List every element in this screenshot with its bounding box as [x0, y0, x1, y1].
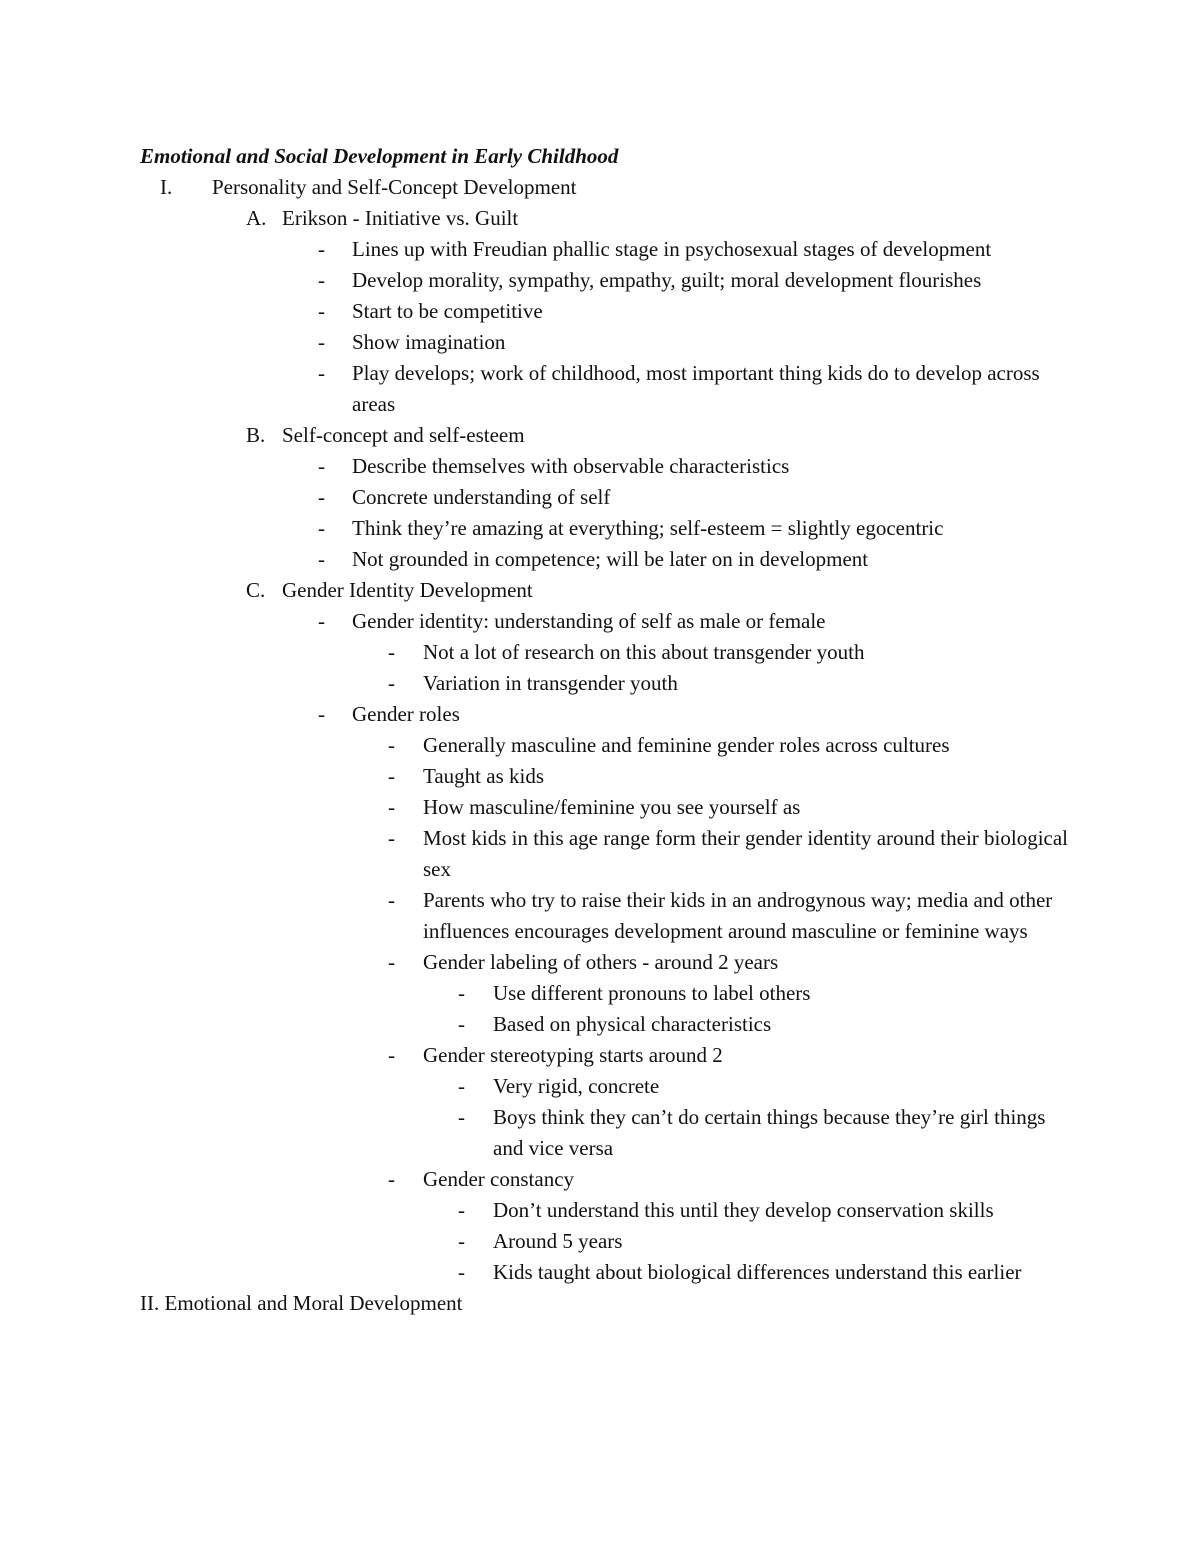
list-item-text: Play develops; work of childhood, most important thing kids do to develop across areas	[352, 361, 1040, 416]
subsection-heading	[140, 420, 1080, 451]
list-item	[140, 1257, 1080, 1288]
list-item	[140, 823, 1080, 885]
subsection-letter: B.	[246, 423, 266, 447]
list-item-text: Gender roles	[352, 702, 460, 726]
bullet-dash: -	[318, 609, 325, 633]
list-item	[140, 637, 1080, 668]
bullet-dash: -	[318, 454, 325, 478]
list-item-text: Develop morality, sympathy, empathy, guilt; moral development flourishes	[352, 268, 982, 292]
subsection-title: Self-concept and self-esteem	[282, 423, 525, 447]
bullet-dash: -	[458, 1260, 465, 1284]
list-item	[140, 761, 1080, 792]
bullet-dash: -	[388, 1043, 395, 1067]
bullet-dash: -	[318, 268, 325, 292]
subsection-heading	[140, 203, 1080, 234]
bullet-dash: -	[318, 330, 325, 354]
bullet-dash: -	[388, 764, 395, 788]
list-item	[140, 730, 1080, 761]
bullet-dash: -	[318, 516, 325, 540]
list-item	[140, 1195, 1080, 1226]
subsection-title: Gender Identity Development	[282, 578, 533, 602]
list-item-text: Most kids in this age range form their gender identity around their biological sex	[423, 826, 1069, 881]
section-number: II.	[140, 1291, 160, 1315]
list-item-text: Boys think they can’t do certain things because they’re girl things and vice versa	[493, 1105, 1046, 1160]
list-item	[140, 1071, 1080, 1102]
list-item	[140, 451, 1080, 482]
bullet-dash: -	[388, 795, 395, 819]
list-item-text: Show imagination	[352, 330, 506, 354]
subsection-title: Erikson - Initiative vs. Guilt	[282, 206, 519, 230]
list-item-text: Not a lot of research on this about transgender youth	[423, 640, 865, 664]
list-item	[140, 606, 1080, 637]
list-item-text: Very rigid, concrete	[493, 1074, 660, 1098]
list-item	[140, 1009, 1080, 1040]
section-heading	[140, 172, 1080, 203]
list-item-text: Generally masculine and feminine gender roles across cultures	[423, 733, 950, 757]
bullet-dash: -	[458, 1105, 465, 1129]
bullet-dash: -	[458, 1198, 465, 1222]
list-item	[140, 1102, 1080, 1164]
section-heading	[140, 1288, 1080, 1319]
list-item	[140, 296, 1080, 327]
list-item-text: Kids taught about biological differences understand this earlier	[493, 1260, 1022, 1284]
bullet-dash: -	[458, 981, 465, 1005]
bullet-dash: -	[318, 361, 325, 385]
list-item-text: Use different pronouns to label others	[493, 981, 811, 1005]
bullet-dash: -	[388, 888, 395, 912]
list-item-text: Concrete understanding of self	[352, 485, 611, 509]
bullet-dash: -	[458, 1012, 465, 1036]
bullet-dash: -	[388, 733, 395, 757]
list-item-text: Gender stereotyping starts around 2	[423, 1043, 723, 1067]
list-item	[140, 513, 1080, 544]
list-item	[140, 358, 1080, 420]
bullet-dash: -	[388, 826, 395, 850]
bullet-dash: -	[318, 547, 325, 571]
list-item-text: Gender constancy	[423, 1167, 575, 1191]
list-item	[140, 1226, 1080, 1257]
list-item	[140, 327, 1080, 358]
list-item	[140, 668, 1080, 699]
section-title: Personality and Self-Concept Development	[212, 175, 577, 199]
outline	[140, 141, 1080, 1319]
list-item	[140, 1040, 1080, 1071]
bullet-dash: -	[388, 671, 395, 695]
list-item	[140, 1164, 1080, 1195]
list-item	[140, 885, 1080, 947]
list-item	[140, 234, 1080, 265]
list-item-text: Based on physical characteristics	[493, 1012, 772, 1036]
bullet-dash: -	[388, 950, 395, 974]
list-item	[140, 544, 1080, 575]
list-item-text: Lines up with Freudian phallic stage in psychosexual stages of development	[352, 237, 992, 261]
list-item	[140, 978, 1080, 1009]
list-item-text: Start to be competitive	[352, 299, 543, 323]
list-item-text: Around 5 years	[493, 1229, 623, 1253]
list-item-text: Taught as kids	[423, 764, 545, 788]
list-item-text: Parents who try to raise their kids in an androgynous way; media and other influences encourages development around masculine or feminine ways	[423, 888, 1053, 943]
bullet-dash: -	[388, 640, 395, 664]
list-item	[140, 699, 1080, 730]
list-item	[140, 792, 1080, 823]
list-item-text: Don’t understand this until they develop conservation skills	[493, 1198, 994, 1222]
subsection-letter: C.	[246, 578, 266, 602]
bullet-dash: -	[318, 485, 325, 509]
list-item-text: Gender identity: understanding of self as male or female	[352, 609, 826, 633]
list-item-text: Not grounded in competence; will be later on in development	[352, 547, 869, 571]
list-item-text: Variation in transgender youth	[423, 671, 678, 695]
section-title: Emotional and Moral Development	[164, 1291, 463, 1315]
bullet-dash: -	[458, 1229, 465, 1253]
bullet-dash: -	[458, 1074, 465, 1098]
bullet-dash: -	[318, 702, 325, 726]
bullet-dash: -	[318, 299, 325, 323]
subsection-heading	[140, 575, 1080, 606]
list-item-text: Describe themselves with observable characteristics	[352, 454, 790, 478]
subsection-letter: A.	[246, 206, 267, 230]
document-title: Emotional and Social Development in Early Childhood	[140, 144, 619, 168]
list-item	[140, 265, 1080, 296]
list-item-text: Think they’re amazing at everything; self-esteem = slightly egocentric	[352, 516, 944, 540]
bullet-dash: -	[318, 237, 325, 261]
list-item	[140, 482, 1080, 513]
list-item-text: Gender labeling of others - around 2 years	[423, 950, 779, 974]
list-item	[140, 947, 1080, 978]
list-item-text: How masculine/feminine you see yourself as	[423, 795, 801, 819]
bullet-dash: -	[388, 1167, 395, 1191]
section-number: I.	[160, 175, 173, 199]
